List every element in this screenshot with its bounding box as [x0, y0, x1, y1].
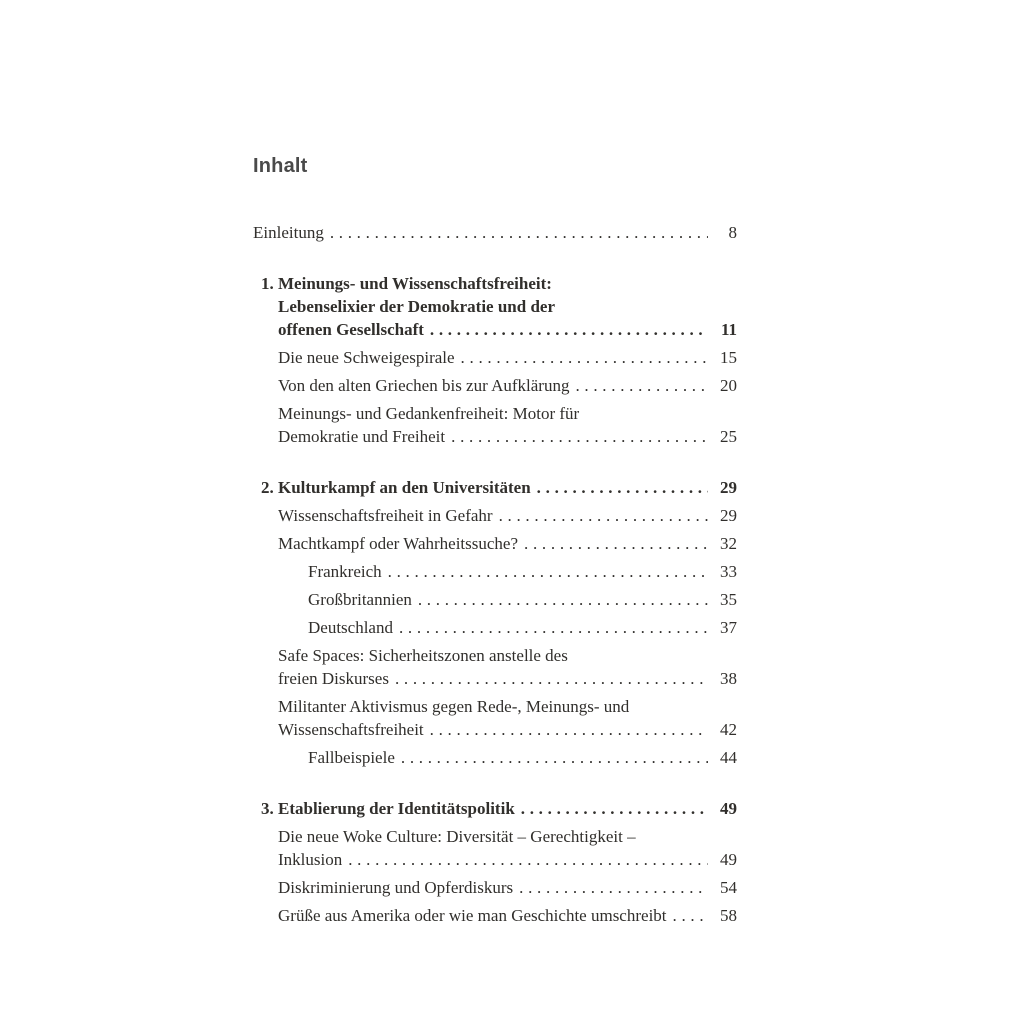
toc-entry-text: Großbritannien: [308, 590, 412, 609]
page-number: 20: [720, 376, 737, 395]
page-number: 8: [728, 223, 737, 242]
toc-entry-text: offenen Gesellschaft: [278, 320, 424, 339]
dot-leader: [401, 746, 708, 769]
toc-entry: [278, 904, 737, 927]
page-number: 44: [720, 748, 737, 767]
toc-entry: [253, 221, 737, 244]
dot-leader: [499, 504, 708, 527]
toc-entry: [308, 616, 737, 639]
dot-leader: [348, 848, 708, 871]
chapter-number: 3.: [261, 799, 274, 818]
toc-entry-text: Grüße aus Amerika oder wie man Geschichte umschreibt: [278, 906, 667, 925]
chapter-number: 2.: [261, 478, 274, 497]
page-number: 49: [720, 850, 737, 869]
toc-entry-text: freien Diskurses: [278, 669, 389, 688]
dot-leader: [430, 318, 708, 341]
dot-leader: [399, 616, 708, 639]
table-of-contents: [253, 155, 737, 932]
dot-leader: [575, 374, 708, 397]
toc-entry: [278, 346, 737, 369]
page-number: 25: [720, 427, 737, 446]
toc-entry-text: Von den alten Griechen bis zur Aufklärung: [278, 376, 570, 395]
toc-entry: [278, 876, 737, 899]
dot-leader: [461, 346, 708, 369]
toc-entry-text: Lebenselixier der Demokratie und der: [278, 297, 556, 316]
toc-entry: [278, 532, 737, 555]
dot-leader: [519, 876, 708, 899]
dot-leader: [521, 797, 708, 820]
page-number: 49: [720, 799, 737, 818]
page-number: 54: [720, 878, 737, 897]
toc-chapter-entry: [261, 797, 737, 820]
page-number: 42: [720, 720, 737, 739]
toc-entry: [278, 695, 737, 741]
toc-entry-text: Die neue Woke Culture: Diversität – Gerechtigkeit –: [278, 827, 636, 846]
dot-leader: [451, 425, 708, 448]
page-number: 37: [720, 618, 737, 637]
toc-chapter-entry: [261, 272, 737, 341]
page-number: 35: [720, 590, 737, 609]
toc-entry: [278, 402, 737, 448]
toc-entry: [308, 588, 737, 611]
toc-entry-text: Inklusion: [278, 850, 343, 869]
page-number: 38: [720, 669, 737, 688]
dot-leader: [418, 588, 708, 611]
dot-leader: [395, 667, 708, 690]
page-number: 29: [720, 478, 737, 497]
dot-leader: [524, 532, 708, 555]
toc-entry: [278, 504, 737, 527]
page-number: 32: [720, 534, 737, 553]
toc-entry: [278, 644, 737, 690]
page-number: 15: [720, 348, 737, 367]
toc-entry: [278, 825, 737, 871]
toc-chapter-entry: [261, 476, 737, 499]
dot-leader: [388, 560, 708, 583]
toc-entry-text: Wissenschaftsfreiheit: [278, 720, 424, 739]
toc-entry-text: Militanter Aktivismus gegen Rede-, Meinungs- und: [278, 697, 630, 716]
toc-entry-text: Meinungs- und Gedankenfreiheit: Motor für: [278, 404, 580, 423]
dot-leader: [673, 904, 708, 927]
page-number: 33: [720, 562, 737, 581]
toc-entry-text: Einleitung: [253, 223, 324, 242]
toc-entry-text: Safe Spaces: Sicherheitszonen anstelle des: [278, 646, 568, 665]
toc-entry-text: Diskriminierung und Opferdiskurs: [278, 878, 514, 897]
toc-entry: [278, 374, 737, 397]
toc-entry-text: Etablierung der Identitätspolitik: [278, 799, 515, 818]
page-number: 11: [720, 320, 737, 339]
toc-entry-text: Die neue Schweigespirale: [278, 348, 455, 367]
dot-leader: [537, 476, 708, 499]
toc-entry-text: Deutschland: [308, 618, 393, 637]
page-title: Inhalt: [253, 155, 308, 177]
page-number: 29: [720, 506, 737, 525]
chapter-number: 1.: [261, 274, 274, 293]
toc-list: [253, 221, 737, 927]
dot-leader: [430, 718, 708, 741]
dot-leader: [330, 221, 708, 244]
toc-entry-text: Fallbeispiele: [308, 748, 395, 767]
toc-entry-text: Wissenschaftsfreiheit in Gefahr: [278, 506, 493, 525]
toc-entry-text: Demokratie und Freiheit: [278, 427, 446, 446]
toc-entry-text: Frankreich: [308, 562, 382, 581]
page-number: 58: [720, 906, 737, 925]
toc-entry: [308, 560, 737, 583]
toc-entry: [308, 746, 737, 769]
toc-entry-text: Machtkampf oder Wahrheitssuche?: [278, 534, 519, 553]
toc-entry-text: Meinungs- und Wissenschaftsfreiheit:: [278, 274, 552, 293]
toc-entry-text: Kulturkampf an den Universitäten: [278, 478, 531, 497]
